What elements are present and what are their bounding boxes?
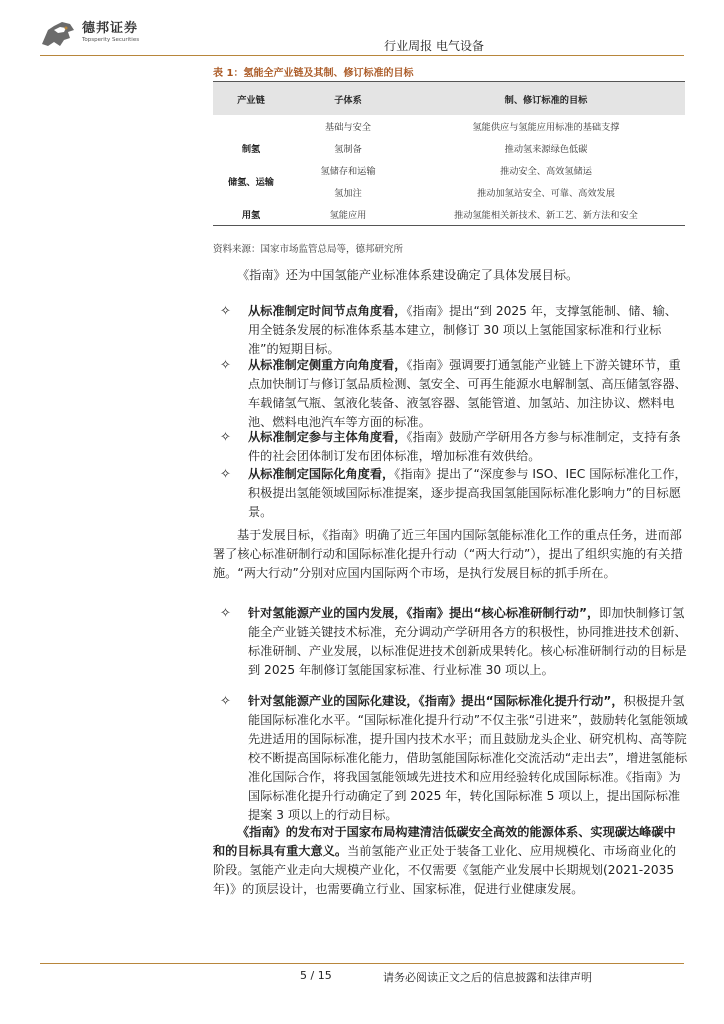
bullet-item xyxy=(220,465,688,522)
table-cell xyxy=(213,115,289,137)
diamond-star-icon: ✧ xyxy=(220,358,231,373)
table-cell: 用氢 xyxy=(213,203,289,226)
bullet-item xyxy=(220,356,688,432)
table-row xyxy=(213,203,685,226)
bullet-text: 即加快制修订氢能全产业链关键技术标准，充分调动产学研用各方的积极性，协同推进技术创新、标准研制、产业发展，以标准促进技术创新成果转化。核心标准研制行动的目标是到 2025 年制修订氢能国家标准、行业标准 30 项以上。 xyxy=(248,606,687,677)
table-cell: 推动氢能相关新技术、新工艺、新方法和安全 xyxy=(407,203,685,226)
bullet-text: 《指南》鼓励产学研用各方参与标准制定，支持有条件的社会团体制订发布团体标准，增加标准有效供给。 xyxy=(248,430,681,463)
table-cell: 推动加氢站安全、可靠、高效发展 xyxy=(477,188,615,199)
table-source: 资料来源：国家市场监管总局等，德邦研究所 xyxy=(213,244,404,255)
bullet-lead: 从标准制定国际化角度看， xyxy=(248,467,395,481)
diamond-star-icon: ✧ xyxy=(220,304,231,319)
table-cell: 基础与安全 xyxy=(325,122,371,133)
standards-table xyxy=(213,81,685,226)
logo-cn: 德邦证券 xyxy=(82,21,139,37)
diamond-star-icon: ✧ xyxy=(220,467,231,482)
legal-disclaimer: 请务必阅读正文之后的信息披露和法律声明 xyxy=(383,971,592,984)
bullet-item xyxy=(220,428,688,466)
bullet-lead: 从标准制定时间节点角度看， xyxy=(248,304,407,318)
header-divider xyxy=(40,55,684,56)
body-paragraph: 基于发展目标，《指南》明确了近三年国内国际氢能标准化工作的重点任务，进而部署了核心标准研制行动和国际标准化提升行动（“两大行动”），提出了组织实施的有关措施。“两大行动”分别对应国内国际两个市场，是执行发展目标的抓手所在。 xyxy=(213,528,683,580)
bullet-text: 《指南》强调要打通氢能产业链上下游关键环节，重点加快制订与修订氢品质检测、氢安全、可再生能源水电解制氢、高压储氢容器、车载储氢气瓶、氢液化装备、液氢容器、氢能管道、加氢站、加注协议、燃料电池、燃料电池汽车等方面的标准。 xyxy=(248,358,687,429)
table-row xyxy=(213,115,685,137)
table-header-cell: 产业链 xyxy=(213,82,289,116)
company-logo xyxy=(40,18,139,48)
bullet-lead: 针对氢能源产业的国内发展，《指南》提出“核心标准研制行动”， xyxy=(248,606,600,620)
diamond-star-icon: ✧ xyxy=(220,694,231,709)
bullet-lead: 针对氢能源产业的国际化建设，《指南》提出“国际标准化提升行动”， xyxy=(248,694,624,708)
diamond-star-icon: ✧ xyxy=(220,430,231,445)
table-header-cell: 子体系 xyxy=(289,82,407,116)
bullet-item xyxy=(220,692,688,825)
bullet-item xyxy=(220,604,688,680)
conclusion-lead: 《指南》的发布对于国家布局构建清洁低碳安全高效的能源体系、实现碳达峰碳中和的目标具有重大意义。 xyxy=(213,825,676,858)
logo-en: Topsperity Securities xyxy=(82,37,140,44)
footer-divider xyxy=(40,963,684,964)
table-cell: 推动氢来源绿色低碳 xyxy=(504,144,588,155)
table-row xyxy=(213,137,685,159)
diamond-star-icon: ✧ xyxy=(220,606,231,621)
table-cell: 氢能应用 xyxy=(289,203,407,226)
table-cell: 氢制备 xyxy=(334,144,362,155)
table-cell: 氢能供应与氢能应用标准的基础支撑 xyxy=(472,122,620,133)
bullet-text: 《指南》提出了“深度参与 ISO、IEC 国际标准化工作，积极提出氢能领域国际标准提案，逐步提高我国氢能国际标准化影响力”的目标愿景。 xyxy=(248,467,687,519)
table-caption: 表 1：氢能全产业链及其制、修订标准的目标 xyxy=(213,68,414,79)
lion-logo-icon xyxy=(40,18,76,48)
conclusion-paragraph xyxy=(213,823,687,899)
conclusion-text: 当前氢能产业正处于装备工业化、应用规模化、市场商业化的阶段。氢能产业走向大规模产业化，不仅需要《氢能产业发展中长期规划(2021-2035 年)》的顶层设计，也需要确立行业、国家标准，促进行业健康发展。 xyxy=(213,844,677,896)
bullet-lead: 从标准制定侧重方向角度看， xyxy=(248,358,407,372)
table-cell: 氢加注 xyxy=(334,188,362,199)
page-number: 5 / 15 xyxy=(300,969,332,982)
intro-paragraph: 《指南》还为中国氢能产业标准体系建设确定了具体发展目标。 xyxy=(237,268,579,282)
bullet-item xyxy=(220,302,688,359)
table-cell: 氢储存和运输 xyxy=(320,166,376,177)
bullet-text: 《指南》提出“到 2025 年，支撑氢能制、储、输、用全链条发展的标准体系基本建立，制修订 30 项以上氢能国家标准和行业标准”的短期目标。 xyxy=(248,304,677,356)
bullet-text: 积极提升氢能国际标准化水平。“国际标准化提升行动”不仅主张“引进来”，鼓励转化氢能领域先进适用的国际标准，提升国内技术水平；而且鼓励龙头企业、研究机构、高等院校不断提高国际标准化能力，借助氢能国际标准化交流活动“走出去”，增进氢能标准化国际合作，将我国氢能领域先进技术和应用经验转化成国际标准。《指南》为国际标准化提升行动确定了到 2025 年，转化国际标准 5 项以上，提出国际标准提案 3 项以上的行动目标。 xyxy=(248,694,688,822)
running-title: 行业周报 电气设备 xyxy=(384,39,484,53)
table-cell: 推动安全、高效氢储运 xyxy=(500,166,592,177)
table-row xyxy=(213,159,685,181)
table-cell: 制氢 xyxy=(241,144,261,155)
table-header-cell: 制、修订标准的目标 xyxy=(407,82,685,116)
bullet-lead: 从标准制定参与主体角度看， xyxy=(248,430,407,444)
table-cell: 储氢、运输 xyxy=(228,177,274,188)
